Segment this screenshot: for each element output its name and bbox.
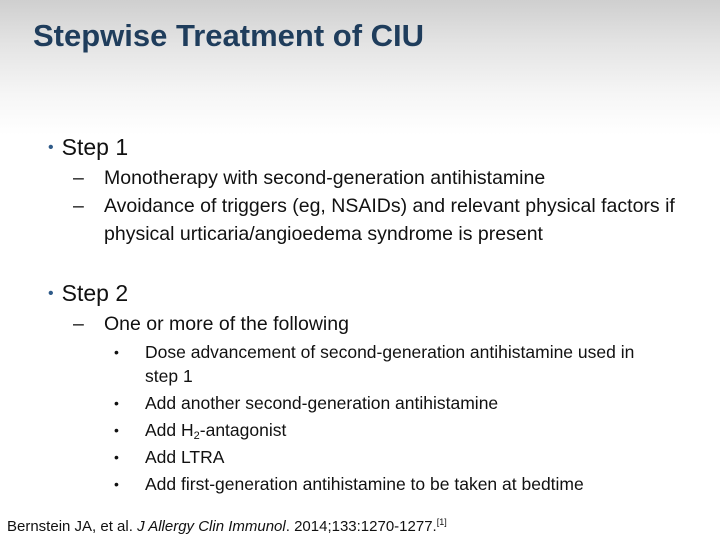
- bullet-icon: •: [48, 285, 54, 302]
- step-2-label: Step 2: [61, 280, 129, 306]
- reference-journal: J Allergy Clin Immunol: [137, 518, 286, 535]
- h2-prefix: Add H: [145, 420, 194, 440]
- step-1-item-text: Avoidance of triggers (eg, NSAIDs) and relevant physical factors if physical urticaria/angioedema syndrome is present: [104, 195, 675, 245]
- bullet-icon: •: [114, 395, 119, 411]
- step-2-item-text: Dose advancement of second-generation antihistamine used in step 1: [145, 342, 635, 386]
- bullet-icon: •: [114, 476, 119, 492]
- reference-authors: Bernstein JA, et al.: [7, 518, 133, 535]
- dash-icon: –: [73, 167, 84, 189]
- step-2-item-text: Add LTRA: [145, 447, 225, 467]
- h2-subscript: 2: [193, 430, 200, 442]
- reference-citation: [7, 517, 447, 535]
- step-2-item-text: [145, 418, 665, 448]
- bullet-icon: •: [48, 139, 54, 156]
- step-1-item-text: Monotherapy with second-generation antihistamine: [104, 167, 546, 189]
- step-1-label: Step 1: [61, 134, 129, 160]
- bullet-step-2: [48, 280, 128, 307]
- slide-title: Stepwise Treatment of CIU: [33, 18, 425, 53]
- dash-icon: –: [73, 195, 84, 217]
- h2-suffix: -antagonist: [199, 420, 287, 440]
- reference-details: . 2014;133:1270-1277.: [285, 518, 437, 535]
- dash-icon: –: [73, 313, 84, 335]
- bullet-icon: •: [114, 344, 119, 360]
- bullet-step-1: [48, 134, 128, 161]
- reference-marker: [1]: [436, 517, 447, 527]
- step-2-item-text: Add first-generation antihistamine to be taken at bedtime: [145, 474, 584, 494]
- bullet-icon: •: [114, 449, 119, 465]
- step-2-item-text: Add another second-generation antihistamine: [145, 393, 499, 413]
- bullet-icon: •: [114, 422, 119, 438]
- step-2-sub-label-text: One or more of the following: [104, 313, 349, 335]
